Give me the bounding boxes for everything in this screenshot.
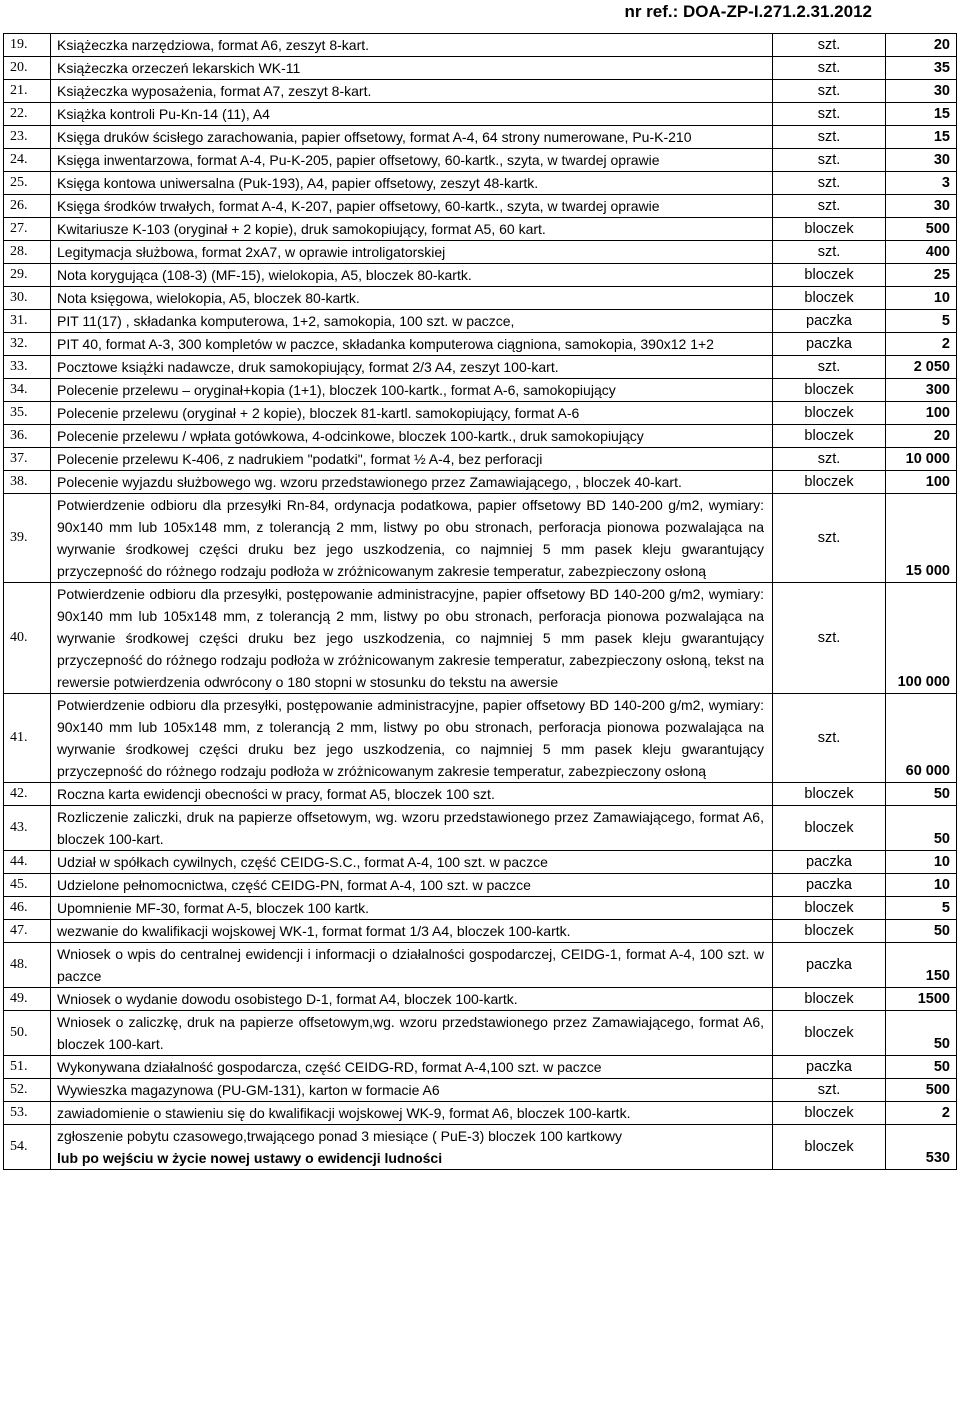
row-quantity: 100 [886,471,957,494]
row-number: 35. [4,402,51,425]
row-quantity: 30 [886,149,957,172]
row-quantity: 2 [886,1102,957,1125]
row-unit: bloczek [773,1125,886,1170]
table-row [4,402,957,425]
row-number: 31. [4,310,51,333]
row-number: 22. [4,103,51,126]
table-row [4,287,957,310]
row-number: 33. [4,356,51,379]
table-row [4,264,957,287]
row-description [51,34,773,57]
row-unit: paczka [773,851,886,874]
row-quantity: 500 [886,1079,957,1102]
row-description [51,1056,773,1079]
row-description [51,943,773,988]
row-unit: bloczek [773,287,886,310]
table-row [4,943,957,988]
row-number: 54. [4,1125,51,1170]
table-row [4,103,957,126]
table-row [4,1011,957,1056]
row-unit: szt. [773,172,886,195]
row-description-text: Polecenie przelewu K-406, z nadrukiem "podatki", format ½ A-4, bez perforacji [57,451,543,467]
table-row [4,583,957,694]
row-number: 20. [4,57,51,80]
row-description-text: Nota księgowa, wielokopia, A5, bloczek 80-kartk. [57,290,360,306]
row-description-text: Księga druków ścisłego zarachowania, papier offsetowy, format A-4, 64 strony numerowane, Pu-K-210 [57,129,692,145]
row-number: 42. [4,783,51,806]
table-row [4,310,957,333]
row-description [51,287,773,310]
row-unit: paczka [773,1056,886,1079]
row-description [51,874,773,897]
row-description [51,1102,773,1125]
row-number: 32. [4,333,51,356]
row-quantity: 100 [886,402,957,425]
row-unit: bloczek [773,379,886,402]
row-quantity: 3 [886,172,957,195]
row-description-text: zawiadomienie o stawieniu się do kwalifikacji wojskowej WK-9, format A6, bloczek 100-kartk. [57,1105,631,1121]
row-number: 25. [4,172,51,195]
row-number: 43. [4,806,51,851]
row-quantity: 20 [886,34,957,57]
row-description [51,583,773,694]
row-quantity: 15 000 [886,494,957,583]
row-quantity: 15 [886,103,957,126]
row-unit: bloczek [773,1011,886,1056]
row-quantity: 50 [886,920,957,943]
row-number: 38. [4,471,51,494]
row-number: 27. [4,218,51,241]
row-unit: szt. [773,195,886,218]
row-quantity: 5 [886,897,957,920]
row-number: 46. [4,897,51,920]
row-unit: szt. [773,583,886,694]
row-unit: szt. [773,149,886,172]
table-row [4,783,957,806]
row-description-text: Roczna karta ewidencji obecności w pracy, format A5, bloczek 100 szt. [57,786,495,802]
table-row [4,694,957,783]
row-description-text: PIT 11(17) , składanka komputerowa, 1+2, samokopia, 100 szt. w paczce, [57,313,515,329]
table-row [4,1125,957,1170]
row-quantity: 50 [886,1011,957,1056]
row-quantity: 10 [886,287,957,310]
row-description-text: Polecenie wyjazdu służbowego wg. wzoru przedstawionego przez Zamawiającego, , bloczek 40-kart. [57,474,682,490]
row-description-text: Książka kontroli Pu-Kn-14 (11), A4 [57,106,270,122]
table-row [4,1056,957,1079]
row-description [51,425,773,448]
row-number: 23. [4,126,51,149]
row-description [51,379,773,402]
row-number: 47. [4,920,51,943]
row-description [51,471,773,494]
row-unit: paczka [773,874,886,897]
row-description [51,806,773,851]
row-quantity: 50 [886,1056,957,1079]
row-quantity: 300 [886,379,957,402]
row-description [51,783,773,806]
row-description [51,851,773,874]
row-unit: szt. [773,34,886,57]
row-unit: bloczek [773,1102,886,1125]
row-unit: paczka [773,310,886,333]
row-unit: bloczek [773,988,886,1011]
row-unit: szt. [773,694,886,783]
table-row [4,34,957,57]
row-quantity: 150 [886,943,957,988]
row-number: 26. [4,195,51,218]
items-table [3,33,957,1170]
row-description [51,264,773,287]
table-row [4,425,957,448]
row-number: 39. [4,494,51,583]
row-unit: szt. [773,241,886,264]
table-row [4,356,957,379]
table-row [4,333,957,356]
row-description-text: Udział w spółkach cywilnych, część CEIDG-S.C., format A-4, 100 szt. w paczce [57,854,548,870]
row-unit: bloczek [773,264,886,287]
table-row [4,471,957,494]
table-row [4,218,957,241]
row-unit: szt. [773,494,886,583]
row-description [51,920,773,943]
row-description [51,1079,773,1102]
row-quantity: 530 [886,1125,957,1170]
row-description-text: zgłoszenie pobytu czasowego,trwającego ponad 3 miesiące ( PuE-3) bloczek 100 kartkowy [57,1128,622,1144]
row-quantity: 30 [886,80,957,103]
row-number: 44. [4,851,51,874]
row-quantity: 10 000 [886,448,957,471]
row-number: 34. [4,379,51,402]
row-description [51,195,773,218]
row-description [51,448,773,471]
row-unit: paczka [773,333,886,356]
table-row [4,80,957,103]
row-description-text: Potwierdzenie odbioru dla przesyłki, postępowanie administracyjne, papier offsetowy BD 140-200 g/m2, wymiary: 90x140 mm lub 105x148 mm, z tolerancją 2 mm, listwy po obu stronach, perforacja pionowa pozwalająca na wyrwanie środkowej części druku bez jego uszkodzenia, co najmniej 5 mm pasek kleju gwarantujący przyczepność do różnego rodzaju podłoża w zróżnicowanym zakresie temperatur, zabezpieczony osłoną, tekst na rewersie potwierdzenia odwrócony o 180 stopni w stosunku do tekstu na awersie [57,586,764,690]
row-quantity: 50 [886,806,957,851]
table-row [4,57,957,80]
row-description [51,172,773,195]
table-row [4,241,957,264]
row-description [51,57,773,80]
row-unit: bloczek [773,806,886,851]
items-table-body [4,34,957,1170]
row-number: 40. [4,583,51,694]
row-description [51,333,773,356]
document-reference: nr ref.: DOA-ZP-I.271.2.31.2012 [624,2,872,21]
row-number: 45. [4,874,51,897]
row-description-text: Książeczka wyposażenia, format A7, zeszyt 8-kart. [57,83,372,99]
row-unit: bloczek [773,218,886,241]
row-quantity: 5 [886,310,957,333]
row-quantity: 20 [886,425,957,448]
row-description-text: Wniosek o zaliczkę, druk na papierze offsetowym,wg. wzoru przedstawionego przez Zamawiającego, format A6, bloczek 100-kart. [57,1014,764,1052]
row-quantity: 500 [886,218,957,241]
row-quantity: 10 [886,851,957,874]
row-unit: szt. [773,126,886,149]
row-number: 50. [4,1011,51,1056]
row-description-text: Polecenie przelewu (oryginał + 2 kopie), bloczek 81-kartl. samokopiujący, format A-6 [57,405,580,421]
row-quantity: 400 [886,241,957,264]
table-row [4,851,957,874]
row-unit: bloczek [773,897,886,920]
table-row [4,494,957,583]
row-quantity: 35 [886,57,957,80]
row-description [51,356,773,379]
row-description [51,988,773,1011]
row-quantity: 2 050 [886,356,957,379]
row-quantity: 50 [886,783,957,806]
row-description [51,402,773,425]
table-row [4,149,957,172]
row-number: 24. [4,149,51,172]
row-unit: bloczek [773,783,886,806]
row-description-text: wezwanie do kwalifikacji wojskowej WK-1, format format 1/3 A4, bloczek 100-kartk. [57,923,571,939]
row-description-text: Kwitariusze K-103 (oryginał + 2 kopie), druk samokopiujący, format A5, 60 kart. [57,221,546,237]
row-description-text: Potwierdzenie odbioru dla przesyłki Rn-84, ordynacja podatkowa, papier offsetowy BD 140-200 g/m2, wymiary: 90x140 mm lub 105x148 mm, z tolerancją 2 mm, listwy po obu stronach, perforacja pionowa pozwalająca na wyrwanie środkowej części druku bez jego uszkodzenia, co najmniej 5 mm pasek kleju gwarantujący przyczepność do różnego rodzaju podłoża w zróżnicowanym zakresie temperatur, zabezpieczony osłoną [57,497,764,579]
table-row [4,126,957,149]
row-number: 49. [4,988,51,1011]
row-description-text: Rozliczenie zaliczki, druk na papierze offsetowym, wg. wzoru przedstawionego przez Zamawiającego, format A6, bloczek 100-kart. [57,809,764,847]
row-description-bold: lub po wejściu w życie nowej ustawy o ewidencji ludności [57,1150,443,1166]
row-unit: szt. [773,448,886,471]
row-number: 28. [4,241,51,264]
table-row [4,379,957,402]
row-description-text: Wywieszka magazynowa (PU-GM-131), karton w formacie A6 [57,1082,440,1098]
table-row [4,806,957,851]
row-description-text: Potwierdzenie odbioru dla przesyłki, postępowanie administracyjne, papier offsetowy BD 140-200 g/m2, wymiary: 90x140 mm lub 105x148 mm, z tolerancją 2 mm, listwy po obu stronach, perforacja pionowa pozwalająca na wyrwanie środkowej części druku bez jego uszkodzenia, co najmniej 5 mm pasek kleju gwarantujący przyczepność do różnego rodzaju podłoża w zróżnicowanym zakresie temperatur, zabezpieczony osłoną [57,697,764,779]
row-unit: szt. [773,80,886,103]
table-row [4,897,957,920]
row-description-text: Wykonywana działalność gospodarcza, część CEIDG-RD, format A-4,100 szt. w paczce [57,1059,602,1075]
row-number: 37. [4,448,51,471]
row-quantity: 60 000 [886,694,957,783]
row-description [51,80,773,103]
table-row [4,1102,957,1125]
row-number: 51. [4,1056,51,1079]
table-row [4,920,957,943]
row-unit: szt. [773,57,886,80]
row-description [51,694,773,783]
row-number: 30. [4,287,51,310]
row-quantity: 2 [886,333,957,356]
row-quantity: 100 000 [886,583,957,694]
row-unit: szt. [773,1079,886,1102]
row-number: 41. [4,694,51,783]
row-quantity: 30 [886,195,957,218]
row-number: 21. [4,80,51,103]
row-quantity: 25 [886,264,957,287]
row-description-text: Nota korygująca (108-3) (MF-15), wielokopia, A5, bloczek 80-kartk. [57,267,472,283]
row-description [51,897,773,920]
row-description-text: Upomnienie MF-30, format A-5, bloczek 100 kartk. [57,900,370,916]
row-unit: bloczek [773,471,886,494]
row-description-text: Legitymacja służbowa, format 2xA7, w oprawie introligatorskiej [57,244,446,260]
row-description [51,1125,773,1170]
row-unit: bloczek [773,402,886,425]
row-description [51,218,773,241]
row-description [51,126,773,149]
row-description-text: PIT 40, format A-3, 300 kompletów w paczce, składanka komputerowa ciągniona, samokopia, 390x12 1+2 [57,336,714,352]
row-unit: bloczek [773,920,886,943]
row-unit: szt. [773,356,886,379]
table-row [4,195,957,218]
row-description [51,1011,773,1056]
row-number: 48. [4,943,51,988]
row-description-text: Księga kontowa uniwersalna (Puk-193), A4, papier offsetowy, zeszyt 48-kartk. [57,175,539,191]
table-row [4,874,957,897]
table-row [4,172,957,195]
row-description [51,149,773,172]
row-description-text: Wniosek o wydanie dowodu osobistego D-1, format A4, bloczek 100-kartk. [57,991,518,1007]
row-description [51,310,773,333]
row-unit: paczka [773,943,886,988]
row-number: 52. [4,1079,51,1102]
row-quantity: 15 [886,126,957,149]
row-description [51,494,773,583]
row-quantity: 10 [886,874,957,897]
row-quantity: 1500 [886,988,957,1011]
row-description-text: Wniosek o wpis do centralnej ewidencji i informacji o działalności gospodarczej, CEIDG-1, format A-4, 100 szt. w paczce [57,946,764,984]
row-number: 53. [4,1102,51,1125]
row-description-text: Polecenie przelewu / wpłata gotówkowa, 4-odcinkowe, bloczek 100-kartk., druk samokopiujący [57,428,644,444]
table-row [4,1079,957,1102]
row-description-text: Książeczka orzeczeń lekarskich WK-11 [57,60,301,76]
table-row [4,988,957,1011]
row-unit: bloczek [773,425,886,448]
row-description-text: Polecenie przelewu – oryginał+kopia (1+1), bloczek 100-kartk., format A-6, samokopiujący [57,382,616,398]
row-number: 36. [4,425,51,448]
row-description [51,241,773,264]
row-description [51,103,773,126]
row-description-text: Udzielone pełnomocnictwa, część CEIDG-PN, format A-4, 100 szt. w paczce [57,877,531,893]
row-number: 29. [4,264,51,287]
row-number: 19. [4,34,51,57]
table-row [4,448,957,471]
row-unit: szt. [773,103,886,126]
row-description-text: Książeczka narzędziowa, format A6, zeszyt 8-kart. [57,37,370,53]
row-description-text: Pocztowe książki nadawcze, druk samokopiujący, format 2/3 A4, zeszyt 100-kart. [57,359,559,375]
row-description-text: Księga inwentarzowa, format A-4, Pu-K-205, papier offsetowy, 60-kartk., szyta, w twardej oprawie [57,152,660,168]
row-description-text: Księga środków trwałych, format A-4, K-207, papier offsetowy, 60-kartk., szyta, w twardej oprawie [57,198,660,214]
